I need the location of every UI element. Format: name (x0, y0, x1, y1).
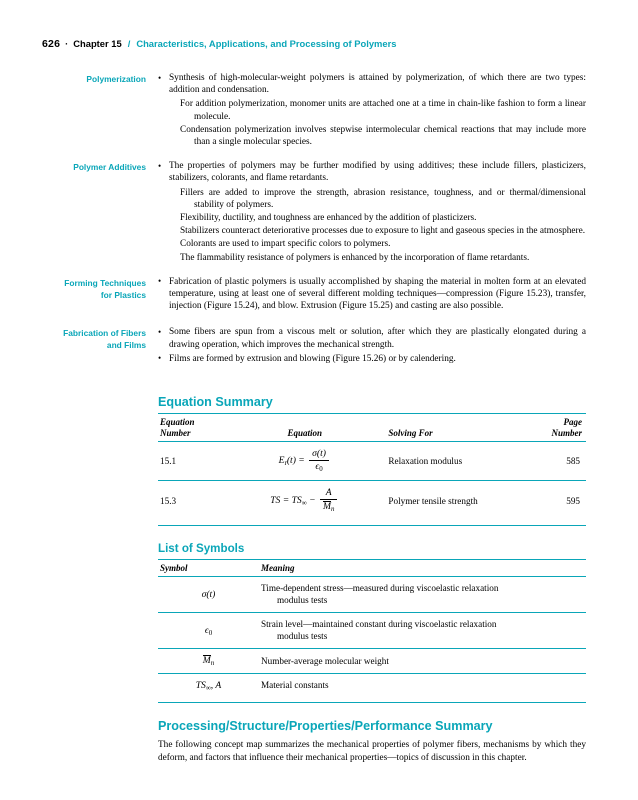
sub-paragraph-text: Flexibility, ductility, and toughness are enhanced by the addition of plasticizers. (180, 213, 477, 224)
summary-section-label-line: and Films (106, 340, 146, 351)
summary-section-forming-techniques (40, 276, 586, 315)
meaning-cell (259, 577, 586, 613)
summary-section-label: Polymerization (86, 74, 146, 84)
symbol-glyph: $M_n$ (202, 655, 215, 668)
symbol-cell (158, 577, 259, 613)
summary-section-body (158, 72, 586, 148)
sub-paragraph (180, 187, 586, 211)
bullet-item: • Fabrication of plastic polymers is usually accomplished by shaping the material in molten form at an elevated temperature, using at least one of several different molding techniques—compression (Figure 15.23), transfer, injection (Figure 15.24), and blow. Extrusion (Figure 15.25) and casting are also possible. (158, 276, 586, 313)
equation-summary-section (158, 395, 586, 525)
summary-section-body (158, 160, 586, 264)
running-head-title: Characteristics, Applications, and Processing of Polymers (136, 38, 397, 49)
header-meaning: Meaning (259, 559, 586, 577)
header-solving-for: Solving For (386, 414, 528, 442)
summary-section-body (158, 276, 586, 315)
meaning-line: Strain level—maintained constant during viscoelastic relaxation (261, 619, 497, 630)
summary-section-label: Polymer Additives (73, 162, 146, 173)
symbol-cell (158, 674, 259, 698)
list-of-symbols-heading: List of Symbols (158, 541, 245, 555)
meaning-line: Time-dependent stress—measured during viscoelastic relaxation (261, 583, 499, 594)
equation-number-cell: 15.3 (158, 481, 225, 521)
solving-for-cell: Relaxation modulus (386, 442, 528, 481)
equation-cell (225, 481, 386, 521)
equation-cell (225, 442, 386, 481)
running-head-slash: / (127, 38, 131, 49)
table-row (158, 481, 586, 521)
page-number: 626 (42, 38, 61, 50)
page-cell: 585 (528, 442, 586, 481)
meaning-cell (259, 613, 586, 649)
sub-paragraph-text: Condensation polymerization involves stepwise intermolecular chemical reactions that may include more than a single molecular species. (180, 124, 586, 148)
running-head (40, 38, 586, 50)
sub-paragraph-text: Colorants are used to impart specific colors to polymers. (180, 239, 391, 250)
symbol-cell (158, 649, 259, 674)
header-line: Number (551, 427, 582, 438)
summary-section-polymerization (40, 72, 586, 148)
table-row (158, 442, 586, 481)
header-page-number (528, 414, 586, 442)
table-row (158, 674, 586, 698)
table-row (158, 649, 586, 674)
header-line: Equation (160, 417, 195, 428)
equation-formula: TS = $TS_\infty$ − $\frac{A}{M_n}$ (270, 495, 339, 506)
summary-section-label (40, 326, 158, 367)
header-symbol: Symbol (158, 559, 259, 577)
equation-formula: $E_r(t)$ = $\frac{\sigma(t)}{\epsilon_0}$ (279, 455, 331, 466)
bullet-item: • Some fibers are spun from a viscous melt or solution, after which they are plastically elongated during a drawing operation, which improves the mechanical strength. (158, 326, 586, 350)
table-header-row (158, 414, 586, 442)
table-header-row (158, 559, 586, 577)
summary-section-fabrication-fibers-films (40, 326, 586, 367)
header-equation-number (158, 414, 225, 442)
sub-paragraph-text: Fillers are added to improve the strength, abrasion resistance, toughness, and or thermal/dimensional stability of polymers. (180, 187, 586, 210)
bullet-item: • The properties of polymers may be further modified by using additives; these include fillers, plasticizers, stabilizers, colorants, and flame retardants. (158, 160, 586, 184)
running-head-chapter: Chapter 15 (73, 38, 122, 49)
sub-paragraph (180, 212, 586, 224)
sub-paragraph (180, 124, 586, 148)
sub-paragraph-text: The flammability resistance of polymers is enhanced by the incorporation of flame retardants. (180, 252, 530, 263)
equation-number-cell: 15.1 (158, 442, 225, 481)
summary-section-label (40, 276, 158, 315)
meaning-line: Material constants (261, 680, 329, 691)
sub-paragraph (180, 252, 586, 264)
bullet-item: • Films are formed by extrusion and blowing (Figure 15.26) or by calendering. (158, 353, 586, 365)
sub-paragraph (180, 225, 586, 237)
symbol-glyph: $\epsilon_0$ (204, 624, 213, 637)
symbol-glyph: $TS_\infty$, A (195, 680, 222, 693)
list-of-symbols-section (158, 542, 586, 704)
summary-section-label-line: for Plastics (100, 289, 146, 300)
meaning-line: modulus tests (277, 594, 328, 605)
bullet-item: • Synthesis of high-molecular-weight polymers is attained by polymerization, of which there are two types: addition and condensation. (158, 72, 586, 96)
summary-section-body (158, 326, 586, 367)
equation-summary-table (158, 413, 586, 520)
meaning-line: modulus tests (277, 630, 328, 641)
page-cell: 595 (528, 481, 586, 521)
equation-summary-heading: Equation Summary (158, 395, 273, 410)
sub-paragraph-text: Stabilizers counteract deteriorative processes due to exposure to light and gaseous species in the atmosphere. (180, 226, 586, 237)
header-equation: Equation (225, 414, 386, 442)
list-of-symbols-table (158, 559, 586, 699)
table-row (158, 613, 586, 649)
running-head-dot: · (65, 39, 69, 49)
summary-section-polymer-additives (40, 160, 586, 264)
sub-paragraph (180, 98, 586, 122)
processing-summary-paragraph: The following concept map summarizes the mechanical properties of polymer fibers, mechanisms by which they deform, and factors that influence their mechanical properties—topics of discussion in this chapter. (158, 740, 586, 763)
sub-paragraph (180, 238, 586, 250)
header-line: Number (160, 427, 191, 438)
meaning-line: Number-average molecular weight (261, 655, 389, 666)
processing-summary-heading: Processing/Structure/Properties/Performance Summary (158, 719, 493, 734)
processing-summary-section (158, 719, 586, 764)
header-line: Page (563, 417, 582, 428)
solving-for-cell: Polymer tensile strength (386, 481, 528, 521)
summary-section-label-line: Fabrication of Fibers (63, 328, 146, 339)
sub-paragraph-text: For addition polymerization, monomer units are attached one at a time in chain-like fashion to form a linear molecule. (180, 99, 586, 122)
symbol-cell (158, 613, 259, 649)
symbol-glyph: σ(t) (201, 589, 216, 601)
meaning-cell (259, 649, 586, 674)
meaning-cell (259, 674, 586, 698)
table-row (158, 577, 586, 613)
summary-section-label-line: Forming Techniques (64, 277, 146, 288)
